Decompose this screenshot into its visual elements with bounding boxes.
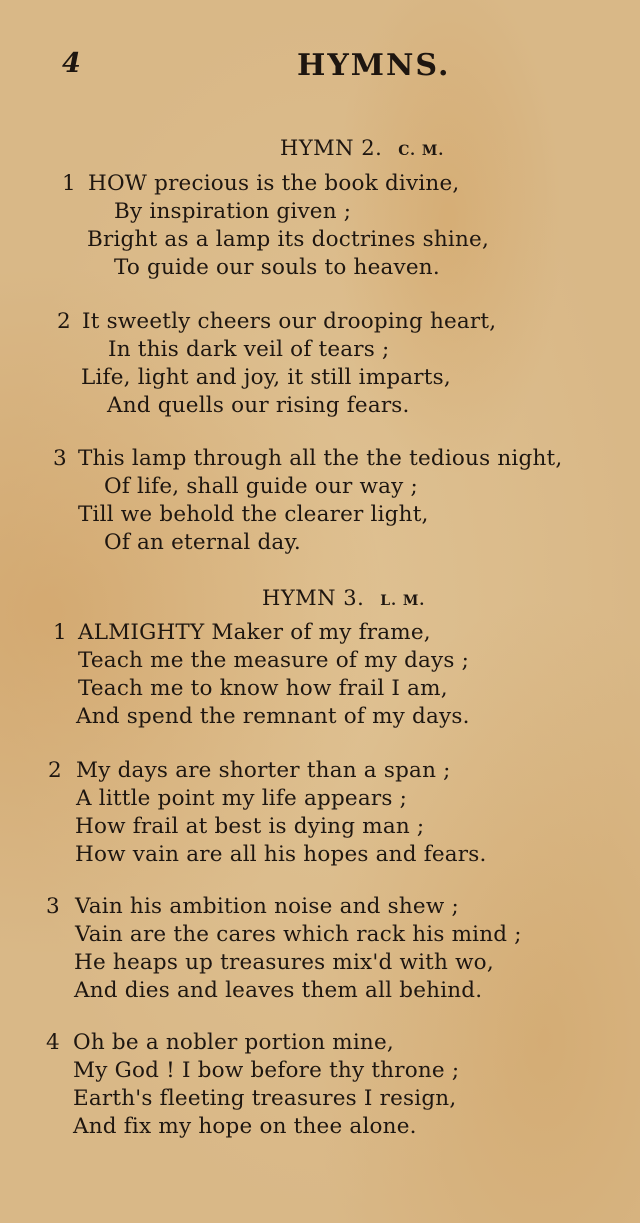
hymn-meter: C. M. xyxy=(398,143,445,159)
stanza-number: 3 xyxy=(46,894,60,919)
verse-line: He heaps up treasures mix'd with wo, xyxy=(74,950,494,975)
verse-line: How frail at best is dying man ; xyxy=(75,814,425,839)
hymn-title-3 xyxy=(262,586,425,610)
verse-line: Bright as a lamp its doctrines shine, xyxy=(87,227,489,252)
verse-line: In this dark veil of tears ; xyxy=(108,337,390,362)
verse-line: A little point my life appears ; xyxy=(76,786,408,811)
running-head: HYMNS. xyxy=(297,48,451,83)
verse-line: My days are shorter than a span ; xyxy=(76,758,451,783)
verse-line: HOW precious is the book divine, xyxy=(88,171,460,196)
stanza-number: 2 xyxy=(57,309,71,334)
verse-line: Earth's fleeting treasures I resign, xyxy=(73,1086,457,1111)
verse-line: And fix my hope on thee alone. xyxy=(73,1114,417,1139)
hymn-title-text: HYMN 3. xyxy=(262,586,365,610)
verse-line: And quells our rising fears. xyxy=(107,393,410,418)
verse-line: Teach me to know how frail I am, xyxy=(78,676,448,701)
verse-line: Life, light and joy, it still imparts, xyxy=(81,365,451,390)
verse-line: It sweetly cheers our drooping heart, xyxy=(82,309,497,334)
verse-line: ALMIGHTY Maker of my frame, xyxy=(78,620,431,645)
verse-line: By inspiration given ; xyxy=(114,199,352,224)
stanza-number: 1 xyxy=(62,171,76,196)
hymn-title-text: HYMN 2. xyxy=(280,136,383,160)
stanza-number: 1 xyxy=(53,620,67,645)
verse-line: Vain his ambition noise and shew ; xyxy=(75,894,459,919)
verse-line: Of an eternal day. xyxy=(104,530,301,555)
stanza-number: 4 xyxy=(46,1030,60,1055)
verse-line: Till we behold the clearer light, xyxy=(78,502,429,527)
stanza-number: 3 xyxy=(53,446,67,471)
verse-line: And dies and leaves them all behind. xyxy=(74,978,483,1003)
verse-line: My God ! I bow before thy throne ; xyxy=(73,1058,460,1083)
verse-line: Oh be a nobler portion mine, xyxy=(73,1030,394,1055)
verse-line: To guide our souls to heaven. xyxy=(114,255,440,280)
verse-line: This lamp through all the the tedious night, xyxy=(78,446,563,471)
verse-line: How vain are all his hopes and fears. xyxy=(75,842,487,867)
verse-line: And spend the remnant of my days. xyxy=(76,704,470,729)
verse-line: Vain are the cares which rack his mind ; xyxy=(75,922,522,947)
hymn-title-2 xyxy=(280,136,444,160)
hymn-meter: L. M. xyxy=(380,593,426,609)
stanza-number: 2 xyxy=(48,758,62,783)
verse-line: Of life, shall guide our way ; xyxy=(104,474,418,499)
page-number: 4 xyxy=(62,48,81,79)
verse-line: Teach me the measure of my days ; xyxy=(78,648,470,673)
